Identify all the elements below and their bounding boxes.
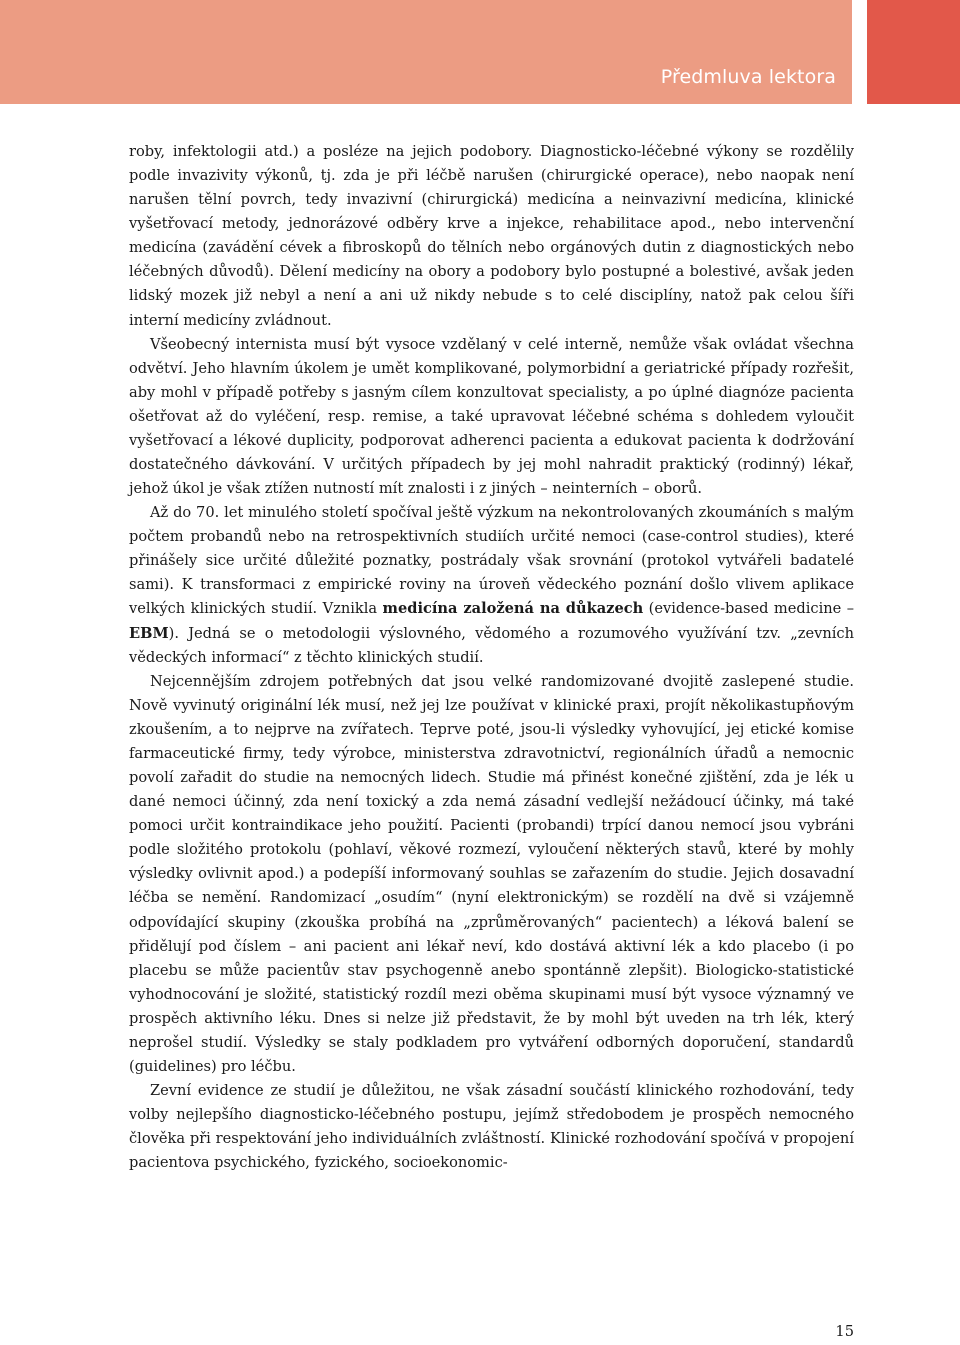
- paragraph-4: [129, 670, 854, 1079]
- header-band: [0, 0, 852, 104]
- paragraph-4-text: Nejcennějším zdrojem potřebných dat jsou velké randomizované dvojitě zaslepené studie. Nově vyvinutý originální lék musí, než jej lze používat v klinické praxi, projít několikastupňovým zkoušením, a to nejprve na zvířatech. Teprve poté, jsou-li výsledky vyhovující, jej etické komise farmaceutické firmy, tedy výrobce, ministerstva zdravotnictví, regionálních úřadů a nemocnic povolí zařadit do studie na nemocných lidech. Studie má přinést konečné zjištění, zda je lék u dané nemoci účinný, zda není toxický a zda nemá zásadní vedlejší nežádoucí účinky, má také pomoci určit kontraindikace jeho použití. Pacienti (probandi) trpící danou nemocí jsou vybráni podle složitého protokolu (pohlaví, věkové rozmezí, vyloučení některých stavů, které by mohly výsledky ovlivnit apod.) a podepíší informovaný souhlas se zařazením do studie. Jejich dosavadní léčba se nemění. Randomizací „osudím“ (nyní elektronickým) se rozdělí na dvě si vzájemně odpovídající skupiny (zkouška probíhá na „zprůměrovaných“ pacientech) a léková balení se přidělují pod číslem – ani pacient ani lékař neví, kdo dostává aktivní lék a kdo placebo (i po placebu se může pacientův stav psychogenně anebo spontánně zlepšit). Biologicko-statistické vyhodnocování je složité, statistický rozdíl mezi oběma skupinami musí být vysoce významný ve prospěch aktivního léku. Dnes si nelze již představit, že by mohl být uveden na trh lék, který neprošel studií. Výsledky se staly podkladem pro vytváření odborných doporučení, standardů (guidelines) pro léčbu.: [129, 672, 854, 1075]
- body-text: [129, 140, 854, 1175]
- paragraph-1-text: roby, infektologii atd.) a posléze na jejich podobory. Diagnosticko-léčebné výkony se rozdělily podle invazivity výkonů, tj. zda je při léčbě narušen (chirurgické operace), nebo naopak není narušen tělní povrch, tedy invazivní (chirurgická) medicína a neinvazivní medicína, klinické vyšetřovací metody, jednorázové odběry krve a injekce, rehabilitace apod., nebo intervenční medicína (zavádění cévek a fibroskopů do tělních nebo orgánových dutin z diagnostických nebo léčebných důvodů). Dělení medicíny na obory a podobory bylo postupné a bolestivé, avšak jeden lidský mozek již nebyl a není a ani už nikdy nebude s to celé disciplíny, natož pak celou šíři interní medicíny zvládnout.: [129, 143, 854, 329]
- paragraph-1: [129, 140, 854, 333]
- paragraph-3-text-b: (evidence-based medicine –: [643, 600, 855, 618]
- page-number: 15: [835, 1323, 854, 1340]
- paragraph-3: [129, 501, 854, 670]
- running-head: Předmluva lektora: [660, 66, 836, 88]
- paragraph-5-text: Zevní evidence ze studií je důležitou, ne však zásadní součástí klinického rozhodování, tedy volby nejlepšího diagnosticko-léčebného postupu, jejímž středobodem je prospěch nemocného člověka při respektování jeho individuálních zvláštností. Klinické rozhodování spočívá v propojení pacientova psychického, fyzického, socioekonomic-: [129, 1082, 854, 1172]
- ebm-term-czech: medicína založená na důkazech: [382, 600, 644, 618]
- paragraph-2: [129, 333, 854, 502]
- paragraph-5: [129, 1079, 854, 1175]
- ebm-abbreviation: EBM: [129, 624, 169, 642]
- paragraph-3-text-c: ). Jedná se o metodologii výslovného, vědomého a rozumového využívání tzv. „zevních vědeckých informací“ z těchto klinických studií.: [129, 624, 854, 666]
- header-tab: [867, 0, 960, 104]
- paragraph-2-text: Všeobecný internista musí být vysoce vzdělaný v celé interně, nemůže však ovládat všechna odvětví. Jeho hlavním úkolem je umět komplikované, polymorbidní a geriatrické případy rozřešit, aby mohl v případě potřeby s jasným cílem konzultovat specialisty, a po úplné diagnóze pacienta ošetřovat až do vyléčení, resp. remise, a také upravovat léčebné schéma s dohledem vyloučit vyšetřovací a lékové duplicity, podporovat adherenci pacienta a edukovat pacienta k dodržování dostatečného dávkování. V určitých případech by jej mohl nahradit praktický (rodinný) lékař, jehož úkol je však ztížen nutností mít znalosti i z jiných – neinterních – oborů.: [129, 335, 854, 498]
- paragraph-3-text-a: Až do 70. let minulého století spočíval ještě výzkum na nekontrolovaných zkoumáních s malým počtem probandů nebo na retrospektivních studiích určité nemoci (case-control studies), které přinášely sice určité důležité poznatky, postrádaly však srovnání (protokol vytvářeli badatelé sami). K transformaci z empirické roviny na úroveň vědeckého poznání došlo vlivem aplikace velkých klinických studií. Vznikla: [129, 504, 854, 618]
